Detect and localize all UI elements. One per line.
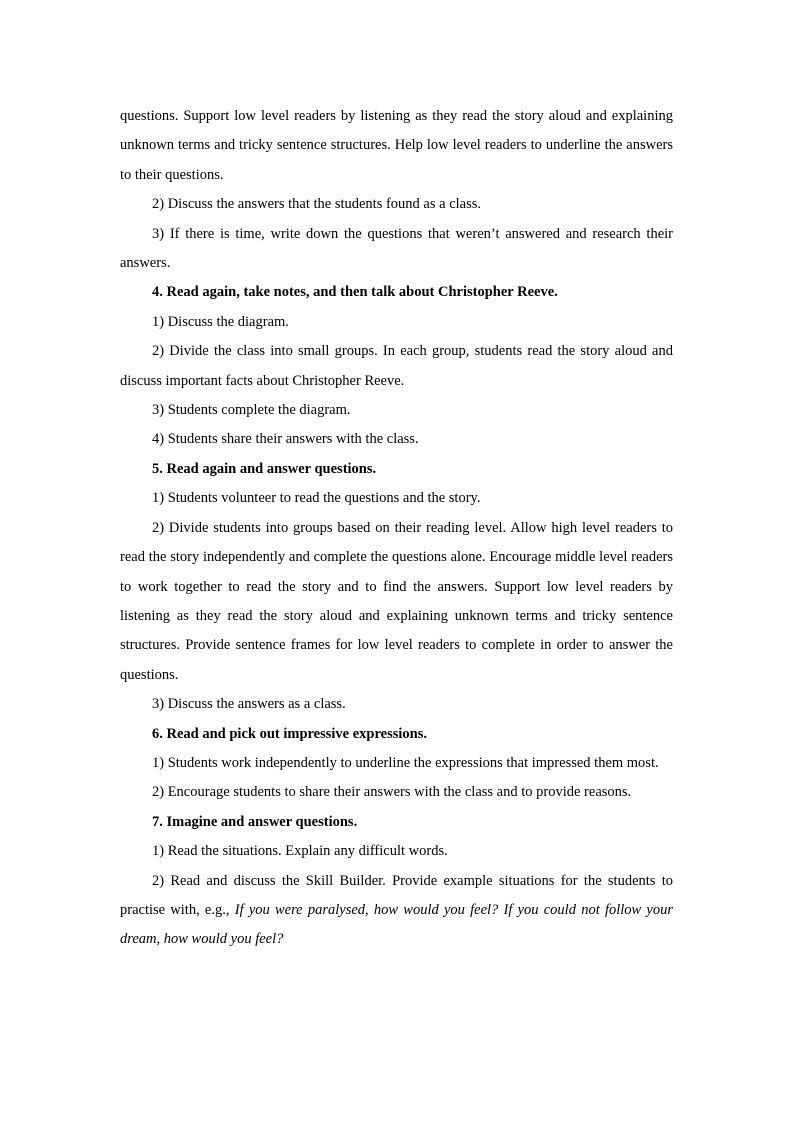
list-item: 1) Read the situations. Explain any difficult words.	[152, 843, 448, 860]
list-item: 2) Divide students into groups based on their reading level. Allow high level readers to read the story independently and complete the questions alone. Encourage middle level readers to work together to read the story and to find the answers. Support low level readers by listening as they read the story aloud and explaining unknown terms and tricky sentence structures. Provide sentence frames for low level readers to complete in order to answer the questions.	[120, 519, 673, 683]
list-item: 3) Students complete the diagram.	[152, 402, 351, 419]
section-heading: 4. Read again, take notes, and then talk about Christopher Reeve.	[152, 284, 558, 301]
document-body	[120, 102, 673, 955]
list-item	[120, 867, 673, 955]
section-heading: 7. Imagine and answer questions.	[152, 813, 358, 830]
list-item: 2) Encourage students to share their answers with the class and to provide reasons.	[152, 784, 632, 801]
list-item: 2) Divide the class into small groups. In each group, students read the story aloud and discuss important facts about Christopher Reeve.	[120, 343, 673, 389]
example-questions: If you were paralysed, how would you feel? If you could not follow your dream, how would you feel?	[120, 901, 674, 948]
list-item-text: 2) Read and discuss the Skill Builder. Provide example situations for the students to practise with, e.g.,	[120, 872, 673, 918]
list-item: 2) Discuss the answers that the students found as a class.	[152, 196, 482, 213]
list-item: 4) Students share their answers with the class.	[152, 431, 419, 448]
list-item: 1) Students work independently to underline the expressions that impressed them most.	[152, 754, 659, 771]
section-heading: 6. Read and pick out impressive expressions.	[152, 725, 427, 742]
section-heading: 5. Read again and answer questions.	[152, 460, 377, 477]
list-item: 3) If there is time, write down the questions that weren’t answered and research their answers.	[120, 225, 673, 272]
list-item: 1) Discuss the diagram.	[152, 313, 289, 330]
list-item: 3) Discuss the answers as a class.	[152, 696, 346, 713]
paragraph-continued: questions. Support low level readers by listening as they read the story aloud and explaining unknown terms and tricky sentence structures. Help low level readers to underline the answers to their questions.	[120, 108, 673, 183]
list-item: 1) Students volunteer to read the questions and the story.	[152, 490, 481, 507]
